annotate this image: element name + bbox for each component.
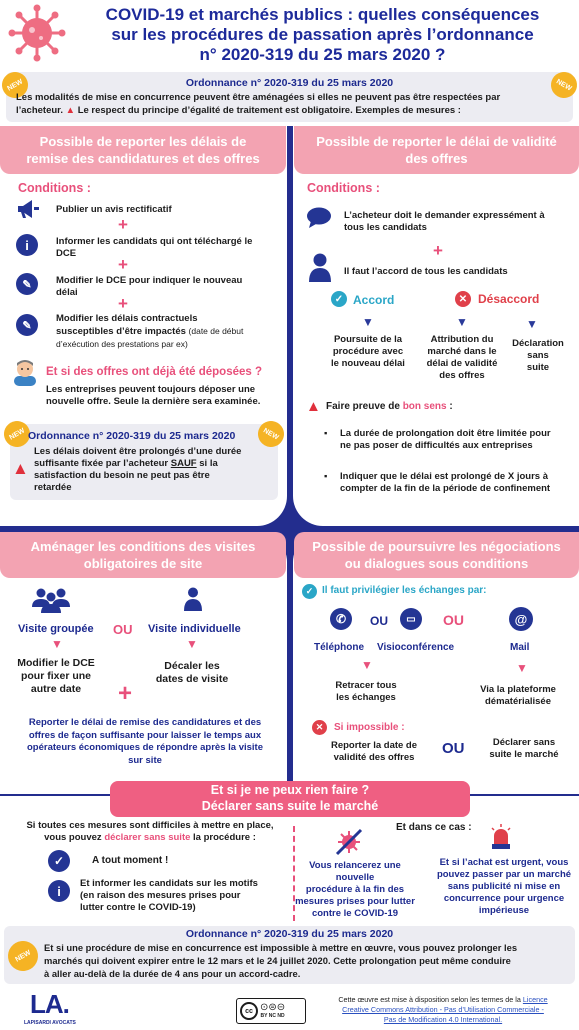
negociation-result: Via la plateforme dématérialisée xyxy=(480,684,556,707)
negociation-result: Retracer tous les échanges xyxy=(335,680,397,703)
group-icon xyxy=(30,587,72,616)
ou-label: OU xyxy=(370,614,388,628)
ordonnance-text: Les délais doivent être prolongés d’une durée suffisante fixée par l’acheteur SAUF si la satisfaction du besoin ne peut pas être retardée xyxy=(34,446,242,493)
arrow-down-icon: ▼ xyxy=(526,317,538,331)
by-nc-nd-icons: ⊙⊜⊝ xyxy=(260,1002,286,1013)
person-thinking-icon xyxy=(10,356,40,389)
chat-bubble-icon xyxy=(306,207,332,232)
plus-sign: + xyxy=(118,215,128,234)
new-badge: NEW xyxy=(0,67,33,103)
final-heading: Ordonnance n° 2020-319 du 25 mars 2020 xyxy=(185,928,394,940)
plus-sign: + xyxy=(118,255,128,274)
impossible-option: Déclarer sans suite le marché xyxy=(489,737,559,760)
license-link[interactable]: Creative Commons Attribution - Pas d’Utilisation Commerciale - xyxy=(342,1005,544,1014)
ou-label: OU xyxy=(113,622,133,637)
monitor-icon: ▭ xyxy=(400,608,422,630)
condition-item: Modifier les délais contractuels susceptibles d’être impactés (date de début d’exécution des prestations par ex) xyxy=(56,313,244,349)
warning-icon: ▲ xyxy=(12,459,29,478)
report-note: Reporter le délai de remise des candidatures et des offres de façon suffisante pour laisser le temps aux opérateurs économiques de répondre après la visite sur site xyxy=(27,717,263,766)
cross-icon: ✕ xyxy=(312,720,327,735)
section-title: Possible de reporter le délai de validité des offres xyxy=(294,126,579,174)
plus-sign: + xyxy=(118,294,128,313)
visite-groupee-label: Visite groupée xyxy=(18,623,94,635)
plus-sign: + xyxy=(118,680,133,707)
cc-icon: cc xyxy=(240,1002,258,1020)
condition-item: L’acheteur doit le demander expressément à tous les candidats xyxy=(344,210,545,233)
logo: LA. xyxy=(30,989,69,1019)
ou-label: OU xyxy=(442,740,465,757)
desaccord-label: Désaccord xyxy=(478,292,540,306)
condition-item: Informer les candidats qui ont téléchargé le DCE xyxy=(56,236,253,259)
arrow-down-icon: ▼ xyxy=(361,658,373,672)
license-text: Cette œuvre est mise à disposition selon les termes de la Licence Creative Commons Attribution - Pas d’Utilisation Commerciale - Pas de Modification 4.0 International. xyxy=(338,995,548,1024)
virus-icon xyxy=(8,4,66,62)
document-edit-icon: ✎ xyxy=(16,314,38,336)
condition-item: Il faut l’accord de tous les candidats xyxy=(344,266,508,277)
section-title: Et si je ne peux rien faire ? Déclarer sans suite le marché xyxy=(201,783,379,813)
impossible-label: Si impossible : xyxy=(334,722,405,733)
check-icon: ✓ xyxy=(331,291,347,307)
intro-heading: Ordonnance n° 2020-319 du 25 mars 2020 xyxy=(185,77,394,89)
section-title: Possible de reporter les délais de remise des candidatures et des offres xyxy=(0,126,286,174)
mail-label: Mail xyxy=(510,642,530,653)
result-item: Poursuite de la procédure avec le nouveau délai xyxy=(331,334,405,369)
result-item: Attribution du marché dans le délai de validité des offres xyxy=(426,334,498,381)
visite-individuelle-label: Visite individuelle xyxy=(148,623,241,635)
telephone-label: Téléphone xyxy=(314,642,365,653)
visio-label: Visioconférence xyxy=(377,642,455,653)
section-title: Possible de poursuivre les négociations ou dialogues sous conditions xyxy=(294,532,579,578)
impossible-option: Reporter la date de validité des offres xyxy=(330,740,418,763)
person-icon xyxy=(308,252,332,285)
new-badge: NEW xyxy=(0,416,35,452)
license-link[interactable]: Pas de Modification 4.0 International. xyxy=(383,1015,503,1024)
informer-candidats: Et informer les candidats sur les motifs (en raison des mesures prises pour lutter contre le COVID-19) xyxy=(80,878,258,913)
urgent-light-icon xyxy=(490,824,512,855)
sans-suite-intro: Si toutes ces mesures sont difficiles à mettre en place, vous pouvez déclarer sans suite la procédure : xyxy=(26,820,274,843)
phone-icon: ✆ xyxy=(330,608,352,630)
document-edit-icon: ✎ xyxy=(16,273,38,295)
license-link[interactable]: Licence xyxy=(522,995,548,1004)
info-icon: i xyxy=(48,880,70,902)
cross-icon: ✕ xyxy=(455,291,471,307)
no-virus-icon xyxy=(335,828,363,859)
ou-label: OU xyxy=(443,612,464,628)
condition-item: Publier un avis rectificatif xyxy=(56,204,172,215)
new-badge: NEW xyxy=(546,67,579,103)
warning-icon: ▲ xyxy=(65,105,76,116)
dans-ce-cas: Et dans ce cas : xyxy=(396,822,472,833)
relancer-procedure: Vous relancerez une nouvelle procédure à la fin des mesures prises pour lutter contre le COVID-19 xyxy=(295,860,415,919)
new-badge: NEW xyxy=(3,936,44,977)
arrow-down-icon: ▼ xyxy=(516,661,528,675)
cc-license-badge xyxy=(236,998,306,1024)
bon-sens-item: ▪ Indiquer que le délai est prolongé de X jours à compter de la fin de la période de confinement xyxy=(324,471,551,494)
person-icon xyxy=(184,587,202,614)
bon-sens-heading: Faire preuve de bon sens : xyxy=(326,401,453,412)
arrow-down-icon: ▼ xyxy=(362,315,374,329)
section-title: Aménager les conditions des visites obligatoires de site xyxy=(0,532,286,578)
accord-label: Accord xyxy=(353,293,395,307)
condition-item: Modifier le DCE pour indiquer le nouveau délai xyxy=(56,275,243,298)
new-badge: NEW xyxy=(253,416,289,452)
privilegier-label: Il faut privilégier les échanges par: xyxy=(322,585,487,596)
arrow-down-icon: ▼ xyxy=(186,637,198,651)
visite-action: Décaler les dates de visite xyxy=(155,660,229,685)
page-title: COVID-19 et marchés publics : quelles conséquences sur les procédures de passation après l’ordonnance n° 2020-319 du 25 mars 2020 ? xyxy=(105,5,540,64)
check-icon: ✓ xyxy=(302,584,317,599)
achat-urgent: Et si l’achat est urgent, vous pouvez passer par un marché sans publicité ni mise en concurrence pour urgence impérieuse xyxy=(436,857,572,916)
visite-action: Modifier le DCE pour fixer une autre date xyxy=(17,657,95,695)
at-sign-icon: @ xyxy=(509,607,533,631)
plus-sign: + xyxy=(433,241,443,260)
final-text: Et si une procédure de mise en concurrence est impossible à mettre en œuvre, vous pouvez prolonger les marchés qui doivent expirer entre le 12 mars et le 24 juillet 2020. Cette prolongation peut même conduire à aller au-delà de la durée de 4 ans pour un accord-cadre. xyxy=(44,942,518,979)
cc-terms: BY NC ND xyxy=(260,1013,285,1019)
conditions-label: Conditions : xyxy=(307,181,380,195)
arrow-down-icon: ▼ xyxy=(456,315,468,329)
tout-moment: A tout moment ! xyxy=(92,855,169,866)
question-heading: Et si des offres ont déjà été déposées ? xyxy=(46,366,263,378)
conditions-label: Conditions : xyxy=(18,181,91,195)
question-answer: Les entreprises peuvent toujours déposer une nouvelle offre. Seule la dernière sera examinée. xyxy=(46,384,261,407)
intro-text: l’acheteur. ▲ Le respect du principe d’égalité de traitement est obligatoire. Exemples de mesures : xyxy=(16,105,461,116)
bon-sens-item: ▪ La durée de prolongation doit être limitée pour ne pas poser de difficultés aux entreprises xyxy=(324,428,551,451)
logo-subtitle: LAPISARDI AVOCATS xyxy=(24,1020,76,1026)
arrow-down-icon: ▼ xyxy=(51,637,63,651)
check-badge-icon: ✓ xyxy=(48,850,70,872)
info-icon: i xyxy=(16,234,38,256)
megaphone-icon xyxy=(16,199,40,222)
intro-text: Les modalités de mise en concurrence peuvent être aménagées si elles ne peuvent pas être respectées par xyxy=(16,92,501,103)
result-item: Déclaration sans suite xyxy=(512,338,564,373)
warning-icon: ▲ xyxy=(306,398,321,415)
ordonnance-heading: Ordonnance n° 2020-319 du 25 mars 2020 xyxy=(28,430,236,442)
